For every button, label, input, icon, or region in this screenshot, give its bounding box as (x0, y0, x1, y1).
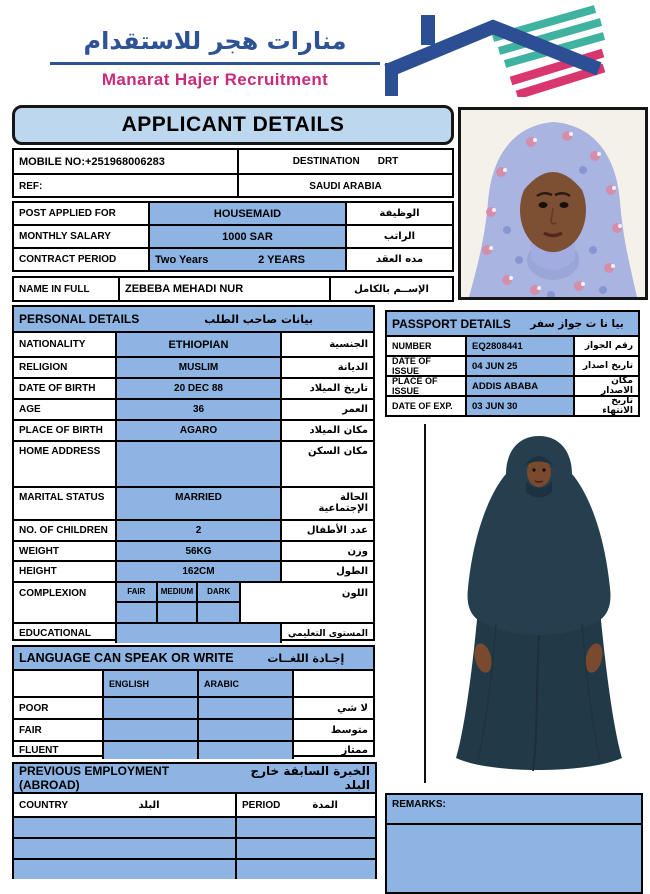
remarks-body (387, 825, 641, 892)
agency-brand (50, 27, 380, 90)
complexion-option-medium: MEDIUM (158, 583, 199, 603)
section-title: PREVIOUS EMPLOYMENT (ABROAD) (19, 764, 170, 792)
section-header (14, 307, 373, 333)
language-level-cell (199, 742, 294, 759)
full-name-value: ZEBEBA MEHADI NUR (120, 278, 331, 300)
field-no-of-children: NO. OF CHILDREN 2 عدد الأطفال (14, 521, 373, 542)
ref-cell: REF: (14, 175, 239, 198)
employment-empty-row (14, 860, 375, 879)
field-passport-number: NUMBER EQ2808441 رقم الجواز (387, 337, 638, 357)
field-weight: WEIGHT 56KG وزن (14, 542, 373, 562)
complexion-option-dark: DARK (198, 583, 239, 603)
section-title: PASSPORT DETAILS (392, 316, 511, 331)
complexion-tick-cell (158, 603, 199, 623)
field-label-arabic: مده العقد (375, 254, 424, 265)
section-title-arabic: بيانات صاحب الطلب (204, 312, 314, 326)
name-table (12, 276, 454, 302)
passport-details-section (385, 310, 640, 417)
section-title-arabic: الخبرة السابقة خارج البلد (250, 764, 370, 792)
column-header-arabic: ARABIC (199, 671, 294, 696)
employment-empty-row (14, 818, 375, 839)
field-label: MONTHLY SALARY (14, 226, 150, 247)
agency-house-logo-icon (383, 5, 605, 97)
language-level-cell (104, 720, 199, 740)
language-columns-row (14, 671, 373, 698)
destination-label: DESTINATION (292, 156, 360, 167)
field-complexion: COMPLEXION FAIR MEDIUM DARK اللون (14, 583, 373, 624)
section-header (14, 647, 373, 671)
field-label-arabic: الوظيفة (379, 208, 420, 219)
language-level-cell (199, 698, 294, 718)
complexion-options (117, 583, 241, 622)
table-row (14, 175, 452, 198)
complexion-option-fair: FAIR (117, 583, 158, 603)
language-level-cell (104, 742, 199, 759)
table-row (14, 249, 452, 270)
field-label: POST APPLIED FOR (14, 203, 150, 224)
brand-name-english: Manarat Hajer Recruitment (101, 70, 329, 89)
destination-country-cell: SAUDI ARABIA (309, 181, 382, 192)
destination-code: DRT (377, 156, 399, 167)
destination-cell (239, 150, 452, 173)
section-title-arabic: إجـادة اللغــات (267, 651, 345, 665)
page-title: APPLICANT DETAILS (12, 105, 454, 145)
table-row (14, 278, 452, 300)
table-row (14, 226, 452, 249)
applicant-full-body-photo (424, 424, 650, 783)
language-row-fluent: FLUENT ممتاز (14, 742, 373, 759)
previous-employment-section (12, 762, 377, 879)
language-row-fair: FAIR متوسط (14, 720, 373, 742)
monthly-salary-value: 1000 SAR (150, 226, 347, 247)
complexion-tick-cell (198, 603, 239, 623)
field-label-arabic: الراتب (383, 231, 416, 242)
remarks-section (385, 793, 643, 894)
personal-details-section (12, 305, 375, 641)
mobile-number-cell: MOBILE NO:+251968006283 (14, 150, 239, 173)
post-applied-value: HOUSEMAID (150, 203, 347, 224)
portrait-illustration (461, 110, 645, 297)
field-nationality: NATIONALITY ETHIOPIAN الجنسية (14, 333, 373, 358)
section-header (387, 312, 638, 337)
section-title: LANGUAGE CAN SPEAK OR WRITE (19, 651, 234, 665)
job-table (12, 201, 454, 272)
field-place-of-issue: PLACE OF ISSUE ADDIS ABABA مكان الاصدار (387, 377, 638, 397)
contract-period-value: Two Years 2 YEARS (150, 249, 347, 270)
section-header (14, 764, 375, 794)
field-religion: RELIGION MUSLIM الديانة (14, 358, 373, 379)
language-section (12, 645, 375, 757)
applicant-portrait-photo (458, 107, 648, 300)
field-height: HEIGHT 162CM الطول (14, 562, 373, 583)
field-place-of-birth: PLACE OF BIRTH AGARO مكان الميلاد (14, 421, 373, 442)
table-row (14, 203, 452, 226)
remarks-label: REMARKS: (387, 795, 641, 825)
contact-table (12, 148, 454, 198)
brand-name-arabic: منارات هجر للاستقدام (50, 27, 380, 65)
field-label: NAME IN FULL (14, 278, 120, 300)
employment-empty-row (14, 839, 375, 860)
column-header-english: ENGLISH (104, 671, 199, 696)
field-date-of-birth: DATE OF BIRTH 20 DEC 88 تاريخ الميلاد (14, 379, 373, 400)
table-row (14, 150, 452, 175)
column-header-period: PERIOD المدة (242, 799, 338, 811)
full-body-illustration (426, 424, 650, 781)
field-marital-status: MARITAL STATUS MARRIED الحالة الإجتماعية (14, 488, 373, 521)
field-date-of-expiry: DATE OF EXP. 03 JUN 30 تاريخ الانتهاء (387, 397, 638, 415)
section-title-arabic: بيا نا ت جواز سفر (530, 317, 624, 330)
field-date-of-issue: DATE OF ISSUE 04 JUN 25 تاريخ اصدار (387, 357, 638, 377)
complexion-tick-cell (117, 603, 158, 623)
language-row-poor: POOR لا شي (14, 698, 373, 720)
language-level-cell (199, 720, 294, 740)
field-educational: EDUCATIONAL المستوى التعليمي (14, 624, 373, 643)
field-label-arabic: الإســم بالكامل (354, 283, 429, 295)
field-label: CONTRACT PERIOD (14, 249, 150, 270)
field-age: AGE 36 العمر (14, 400, 373, 421)
field-home-address: HOME ADDRESS مكان السكن (14, 442, 373, 488)
language-level-cell (104, 698, 199, 718)
employment-columns-row (14, 794, 375, 818)
section-title: PERSONAL DETAILS (19, 312, 140, 326)
column-header-country: COUNTRY البلد (14, 794, 237, 816)
